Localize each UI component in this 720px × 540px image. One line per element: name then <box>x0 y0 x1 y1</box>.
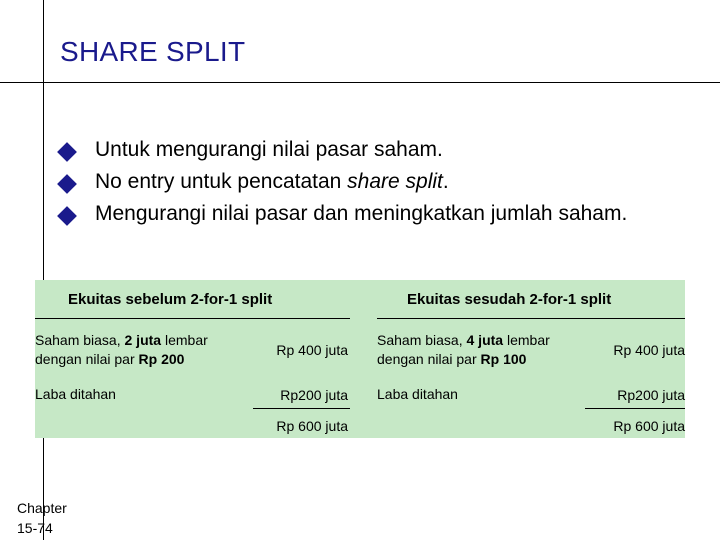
equity-comparison-panel <box>35 280 685 438</box>
diamond-bullet-icon <box>57 174 77 194</box>
after-common-stock-amount: Rp 400 juta <box>613 342 685 358</box>
bullet-text: Mengurangi nilai pasar dan meningkatkan jumlah saham. <box>95 202 628 225</box>
bullet-text: No entry untuk pencatatan share split. <box>95 170 449 193</box>
before-retained-earnings-label: Laba ditahan <box>35 386 116 402</box>
after-heading: Ekuitas sesudah 2-for-1 split <box>407 291 612 308</box>
diamond-bullet-icon <box>57 142 77 162</box>
before-retained-earnings-amount: Rp200 juta <box>280 387 348 403</box>
bullet-text: Untuk mengurangi nilai pasar saham. <box>95 138 443 161</box>
before-total-amount: Rp 600 juta <box>276 418 348 434</box>
diamond-bullet-icon <box>57 206 77 226</box>
before-heading: Ekuitas sebelum 2-for-1 split <box>68 291 273 308</box>
subtotal-rule <box>253 408 350 409</box>
chapter-label: Chapter 15-74 <box>17 500 67 536</box>
after-total-amount: Rp 600 juta <box>613 418 685 434</box>
after-retained-earnings-amount: Rp200 juta <box>617 387 685 403</box>
after-retained-earnings-label: Laba ditahan <box>377 386 458 402</box>
subtotal-rule <box>585 408 685 409</box>
header-rule <box>377 318 685 319</box>
before-common-stock-label: Saham biasa, 2 juta lembar dengan nilai par Rp 200 <box>35 332 208 367</box>
after-common-stock-label: Saham biasa, 4 juta lembar dengan nilai par Rp 100 <box>377 332 550 367</box>
header-rule <box>35 318 350 319</box>
page-title: SHARE SPLIT <box>60 36 246 67</box>
left-rule <box>43 0 44 540</box>
before-common-stock-amount: Rp 400 juta <box>276 342 348 358</box>
